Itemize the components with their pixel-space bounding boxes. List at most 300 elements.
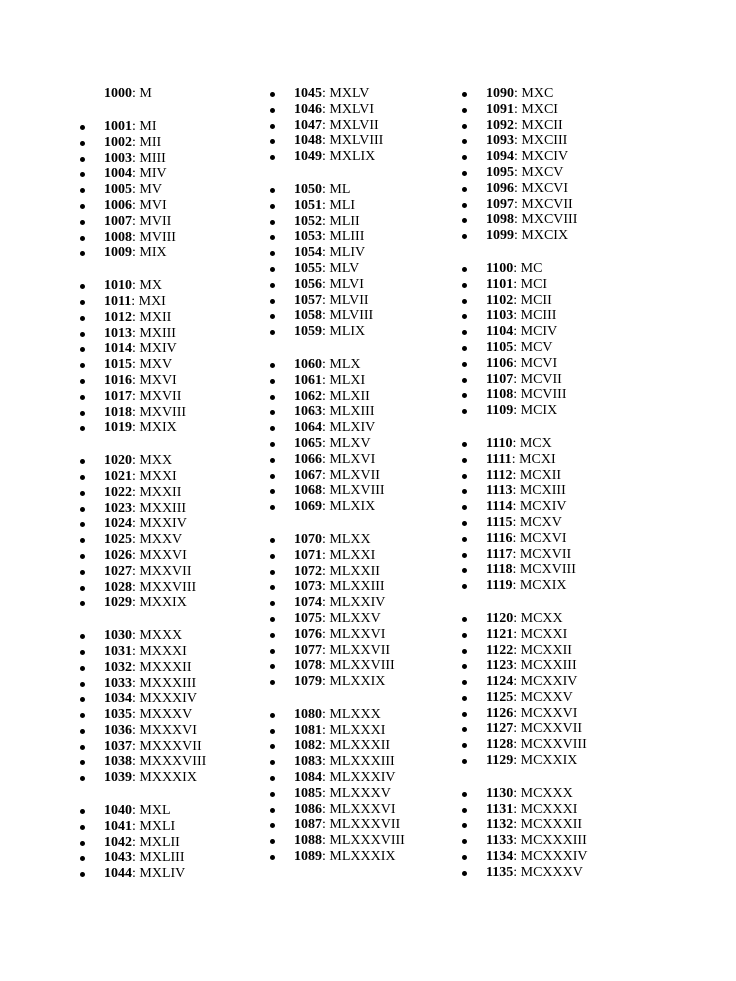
separator: : <box>513 737 521 753</box>
column-groups <box>270 86 405 865</box>
bullet-icon <box>462 267 467 272</box>
numeral-group <box>80 628 206 786</box>
arabic-number: 1029 <box>104 595 132 611</box>
arabic-number: 1109 <box>486 403 514 419</box>
roman-numeral: MLXI <box>329 372 366 388</box>
roman-numeral: MLIX <box>329 324 366 340</box>
separator: : <box>322 420 330 436</box>
bullet-icon <box>462 378 467 383</box>
separator: : <box>132 659 140 675</box>
separator: : <box>132 150 140 166</box>
bullet-icon <box>270 204 275 209</box>
bullet-icon <box>462 584 467 589</box>
bullet-icon <box>462 330 467 335</box>
arabic-number: 1073 <box>294 579 322 595</box>
arabic-number: 1108 <box>486 387 514 403</box>
bullet-icon <box>80 220 85 225</box>
arabic-number: 1006 <box>104 197 132 213</box>
separator: : <box>132 213 140 229</box>
arabic-number: 1053 <box>294 229 322 245</box>
list-item <box>462 547 588 563</box>
separator: : <box>132 357 140 373</box>
arabic-number: 1065 <box>294 435 322 451</box>
roman-numeral: MXXVIII <box>139 579 197 595</box>
list-item <box>80 389 206 405</box>
arabic-number: 1121 <box>486 626 514 642</box>
list-item <box>80 119 206 135</box>
roman-numeral: MCVI <box>520 355 558 371</box>
arabic-number: 1105 <box>486 339 514 355</box>
arabic-number: 1103 <box>486 308 514 324</box>
bullet-icon <box>80 125 85 130</box>
bullet-icon <box>462 712 467 717</box>
arabic-number: 1106 <box>486 355 514 371</box>
bullet-icon <box>462 218 467 223</box>
separator: : <box>322 801 330 817</box>
arabic-number: 1040 <box>104 803 132 819</box>
separator: : <box>322 849 330 865</box>
roman-numeral: MXXIII <box>139 500 187 516</box>
roman-numeral: MLXXXIV <box>329 770 396 786</box>
arabic-number: 1067 <box>294 467 322 483</box>
arabic-number: 1134 <box>486 849 514 865</box>
bullet-icon <box>80 347 85 352</box>
roman-numeral: MLXXXIII <box>329 754 395 770</box>
list-item <box>270 373 405 389</box>
arabic-number: 1093 <box>486 133 514 149</box>
arabic-number: 1013 <box>104 325 132 341</box>
list-item <box>80 198 206 214</box>
list-item <box>462 817 588 833</box>
bullet-icon <box>80 713 85 718</box>
bullet-icon <box>80 459 85 464</box>
numeral-group <box>270 707 405 865</box>
bullet-icon <box>80 697 85 702</box>
roman-numeral: MCXXVI <box>520 705 578 721</box>
separator: : <box>513 705 521 721</box>
separator: : <box>514 133 522 149</box>
roman-numeral: MXCI <box>521 101 558 117</box>
arabic-number: 1014 <box>104 341 132 357</box>
bullet-icon <box>462 855 467 860</box>
list-item <box>462 786 588 802</box>
bullet-icon <box>270 839 275 844</box>
list-item <box>462 133 588 149</box>
bullet-icon <box>80 300 85 305</box>
list-item <box>270 786 405 802</box>
list-item <box>462 515 588 531</box>
separator: : <box>512 514 520 530</box>
separator: : <box>513 817 521 833</box>
bullet-icon <box>270 744 275 749</box>
bullet-icon <box>80 363 85 368</box>
bullet-icon <box>462 633 467 638</box>
list-item <box>270 245 405 261</box>
separator: : <box>132 500 140 516</box>
separator: : <box>132 468 140 484</box>
roman-numeral: MXCVI <box>521 180 569 196</box>
roman-numeral: MIX <box>139 245 167 261</box>
roman-numeral: MCXI <box>519 451 556 467</box>
bullet-icon <box>462 139 467 144</box>
bullet-icon <box>80 332 85 337</box>
roman-numeral: MLXXVII <box>329 642 391 658</box>
list-item <box>80 564 206 580</box>
arabic-number: 1083 <box>294 754 322 770</box>
separator: : <box>513 324 521 340</box>
list-item <box>462 308 588 324</box>
bullet-icon <box>80 776 85 781</box>
roman-numeral: MXVIII <box>139 404 187 420</box>
roman-numeral: MCXXXIII <box>520 833 587 849</box>
separator: : <box>132 803 140 819</box>
bullet-icon <box>462 680 467 685</box>
bullet-icon <box>462 871 467 876</box>
bullet-icon <box>80 491 85 496</box>
separator: : <box>513 308 521 324</box>
bullet-icon <box>270 379 275 384</box>
roman-numeral: MCXVIII <box>519 562 576 578</box>
roman-numeral: MXIII <box>139 325 176 341</box>
header-number: 1000 <box>104 86 132 101</box>
separator: : <box>132 547 140 563</box>
list-item <box>80 135 206 151</box>
arabic-number: 1005 <box>104 182 132 198</box>
roman-numeral: MC <box>520 260 543 276</box>
arabic-number: 1007 <box>104 213 132 229</box>
separator: : <box>514 180 522 196</box>
list-item <box>462 356 588 372</box>
numeral-group <box>270 182 405 340</box>
arabic-number: 1025 <box>104 532 132 548</box>
bullet-icon <box>270 649 275 654</box>
bullet-icon <box>270 235 275 240</box>
roman-numeral: MLVII <box>329 292 369 308</box>
roman-numeral: MXXII <box>139 484 182 500</box>
separator: : <box>322 467 330 483</box>
roman-numeral: MCV <box>520 339 553 355</box>
list-item <box>80 866 206 882</box>
bullet-icon <box>462 346 467 351</box>
roman-numeral: MXXVI <box>139 547 187 563</box>
roman-numeral: MXIV <box>139 341 177 357</box>
roman-numeral: MCIII <box>520 308 557 324</box>
separator: : <box>132 770 140 786</box>
arabic-number: 1132 <box>486 817 514 833</box>
arabic-number: 1133 <box>486 833 514 849</box>
list-item <box>270 627 405 643</box>
separator: : <box>132 245 140 261</box>
separator: : <box>511 451 520 467</box>
arabic-number: 1001 <box>104 119 132 134</box>
arabic-number: 1032 <box>104 659 132 675</box>
list-item <box>462 737 588 753</box>
bullet-icon <box>462 649 467 654</box>
arabic-number: 1018 <box>104 404 132 420</box>
list-item <box>462 118 588 134</box>
bullet-icon <box>80 745 85 750</box>
list-item <box>80 182 206 198</box>
bullet-icon <box>270 395 275 400</box>
arabic-number: 1071 <box>294 547 322 563</box>
arabic-number: 1092 <box>486 117 514 133</box>
separator: : <box>132 563 140 579</box>
arabic-number: 1113 <box>486 483 513 499</box>
list-item <box>462 436 588 452</box>
separator: : <box>513 626 521 642</box>
list-item <box>80 420 206 436</box>
arabic-number: 1061 <box>294 372 322 388</box>
roman-numeral: MLII <box>329 213 360 229</box>
roman-numeral: MXXXVI <box>139 722 197 738</box>
arabic-number: 1135 <box>486 864 514 880</box>
bullet-icon <box>462 792 467 797</box>
roman-numeral: MXLVII <box>329 117 379 133</box>
separator: : <box>512 435 520 451</box>
separator: : <box>322 547 330 563</box>
roman-numeral: MCXV <box>519 514 562 530</box>
roman-numeral: MXXV <box>139 532 183 548</box>
list-item <box>270 548 405 564</box>
bullet-icon <box>80 236 85 241</box>
bullet-icon <box>270 474 275 479</box>
list-item <box>270 86 405 102</box>
numeral-group <box>270 532 405 690</box>
list-item <box>270 674 405 690</box>
separator: : <box>132 818 140 834</box>
list-item <box>462 849 588 865</box>
bullet-icon <box>462 759 467 764</box>
separator: : <box>132 532 140 548</box>
list-item <box>462 293 588 309</box>
bullet-icon <box>270 267 275 272</box>
list-item <box>80 691 206 707</box>
arabic-number: 1102 <box>486 292 514 308</box>
separator: : <box>132 722 140 738</box>
bullet-icon <box>80 601 85 606</box>
numeral-group <box>80 453 206 611</box>
list-item <box>270 802 405 818</box>
bullet-icon <box>80 411 85 416</box>
bullet-icon <box>270 664 275 669</box>
arabic-number: 1085 <box>294 785 322 801</box>
bullet-icon <box>462 505 467 510</box>
arabic-number: 1030 <box>104 628 132 644</box>
roman-numeral: MCXXVIII <box>520 737 587 753</box>
roman-numeral: MII <box>139 134 162 150</box>
arabic-number: 1049 <box>294 149 322 165</box>
bullet-icon <box>80 284 85 289</box>
list-item <box>462 690 588 706</box>
list-item <box>270 707 405 723</box>
roman-numeral: MXCIII <box>521 133 568 149</box>
list-item <box>80 628 206 644</box>
arabic-number: 1069 <box>294 499 322 515</box>
separator: : <box>513 403 521 419</box>
separator: : <box>514 149 522 165</box>
arabic-number: 1012 <box>104 309 132 325</box>
arabic-number: 1119 <box>486 578 513 594</box>
bullet-icon <box>270 554 275 559</box>
roman-numeral: MCXXIII <box>520 658 577 674</box>
roman-numeral: MLXIX <box>329 499 376 515</box>
roman-numeral: MLXXXVI <box>329 801 396 817</box>
list-item <box>270 611 405 627</box>
numeral-group <box>462 436 588 594</box>
list-item <box>462 706 588 722</box>
arabic-number: 1063 <box>294 404 322 420</box>
list-item <box>270 499 405 515</box>
separator: : <box>514 101 522 117</box>
roman-numeral: MLXXXVIII <box>329 833 405 849</box>
separator: : <box>322 626 330 642</box>
arabic-number: 1054 <box>294 245 322 261</box>
roman-numeral: MXXIV <box>139 516 187 532</box>
roman-numeral: MXXXII <box>139 659 192 675</box>
arabic-number: 1060 <box>294 356 322 372</box>
arabic-number: 1015 <box>104 357 132 373</box>
arabic-number: 1010 <box>104 278 132 294</box>
bullet-icon <box>462 823 467 828</box>
list-item <box>80 850 206 866</box>
separator: : <box>322 785 330 801</box>
list-item <box>80 676 206 692</box>
arabic-number: 1104 <box>486 324 514 340</box>
numeral-group <box>80 803 206 882</box>
roman-numeral: MXIX <box>139 420 177 436</box>
separator: : <box>322 499 330 515</box>
list-item <box>462 865 588 881</box>
roman-numeral: MXXXIV <box>139 691 197 707</box>
bullet-icon <box>462 617 467 622</box>
bullet-icon <box>462 155 467 160</box>
arabic-number: 1124 <box>486 674 514 690</box>
list-item <box>270 643 405 659</box>
list-item <box>270 532 405 548</box>
roman-numeral: MXXIX <box>139 595 187 611</box>
list-item <box>270 357 405 373</box>
arabic-number: 1088 <box>294 833 322 849</box>
list-item <box>80 754 206 770</box>
separator: : <box>513 339 521 355</box>
bullet-icon <box>462 314 467 319</box>
arabic-number: 1100 <box>486 260 514 276</box>
list-item <box>270 436 405 452</box>
separator: : <box>322 229 330 245</box>
list-item <box>270 579 405 595</box>
roman-numeral: MXXXV <box>139 707 193 723</box>
separator: : <box>131 293 139 309</box>
roman-numeral: MCVII <box>520 371 562 387</box>
list-item <box>462 611 588 627</box>
arabic-number: 1045 <box>294 86 322 101</box>
numeral-group <box>462 86 588 244</box>
separator: : <box>513 753 521 769</box>
separator: : <box>132 866 140 882</box>
separator: : <box>322 817 330 833</box>
arabic-number: 1058 <box>294 308 322 324</box>
bullet-icon <box>270 489 275 494</box>
separator: : <box>132 372 140 388</box>
list-item <box>462 102 588 118</box>
bullet-icon <box>80 188 85 193</box>
separator: : <box>514 196 522 212</box>
arabic-number: 1077 <box>294 642 322 658</box>
separator: : <box>322 149 330 165</box>
list-item <box>270 723 405 739</box>
list-item <box>80 373 206 389</box>
roman-numeral: MXLIX <box>329 149 376 165</box>
roman-numeral: MXXVII <box>139 563 192 579</box>
roman-numeral: MIII <box>139 150 166 166</box>
arabic-number: 1050 <box>294 181 322 197</box>
list-item <box>462 261 588 277</box>
roman-numeral: MLXXXII <box>329 738 391 754</box>
bullet-icon <box>80 475 85 480</box>
separator: : <box>132 675 140 691</box>
roman-numeral: MCXXII <box>520 642 572 658</box>
roman-numeral: MLXV <box>329 435 371 451</box>
list-item <box>462 578 588 594</box>
list-item <box>270 849 405 865</box>
list-item <box>270 118 405 134</box>
bullet-icon <box>270 314 275 319</box>
roman-numeral: MXXX <box>139 628 183 644</box>
bullet-icon <box>462 92 467 97</box>
separator: : <box>513 864 521 880</box>
roman-numeral: MLXII <box>329 388 370 404</box>
list-item <box>80 166 206 182</box>
bullet-icon <box>80 316 85 321</box>
roman-numeral: MV <box>139 182 162 198</box>
roman-numeral: MCXXXV <box>520 864 583 880</box>
roman-numeral: MLXXIII <box>329 579 385 595</box>
roman-numeral: MCXXXII <box>520 817 583 833</box>
list-item <box>462 483 588 499</box>
column-groups <box>80 119 206 882</box>
list-item <box>462 802 588 818</box>
separator: : <box>132 166 140 182</box>
separator: : <box>132 420 140 436</box>
separator: : <box>512 578 520 594</box>
separator: : <box>322 595 330 611</box>
separator: : <box>514 86 522 101</box>
separator: : <box>322 770 330 786</box>
separator: : <box>322 308 330 324</box>
separator: : <box>322 276 330 292</box>
separator: : <box>132 738 140 754</box>
bullet-icon <box>462 108 467 113</box>
roman-numeral: MXX <box>139 453 173 469</box>
roman-numeral: MCXIV <box>519 499 567 515</box>
separator: : <box>514 164 522 180</box>
roman-numeral: MLXXIX <box>329 674 386 690</box>
bullet-icon <box>270 330 275 335</box>
separator: : <box>132 643 140 659</box>
separator: : <box>513 801 521 817</box>
roman-numeral: MCXXX <box>520 785 573 801</box>
separator: : <box>513 674 521 690</box>
separator: : <box>322 483 330 499</box>
bullet-icon <box>270 570 275 575</box>
arabic-number: 1107 <box>486 371 514 387</box>
list-item <box>80 707 206 723</box>
list-item <box>80 516 206 532</box>
separator: : <box>132 229 140 245</box>
separator: : <box>132 325 140 341</box>
list-item <box>270 738 405 754</box>
list-item <box>462 228 588 244</box>
